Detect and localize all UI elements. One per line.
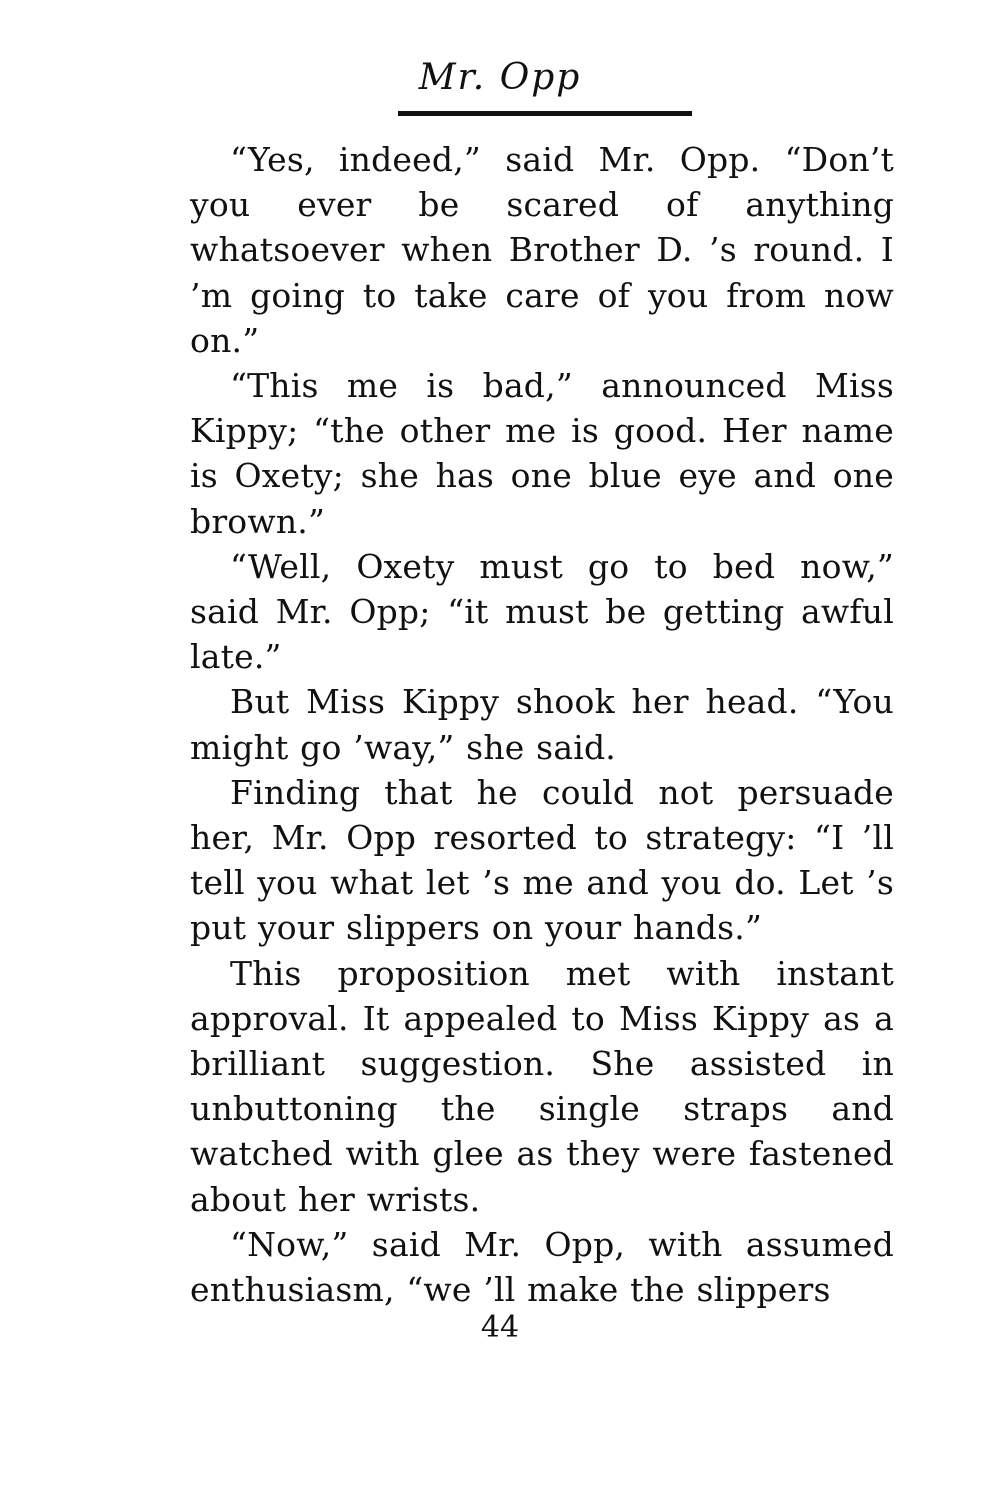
body-text bbox=[190, 137, 894, 1312]
paragraph: “This me is bad,” announced Miss Kippy; “the other me is good. Her name is Oxety; she has one blue eye and one brown.” bbox=[190, 366, 894, 541]
page-number: 44 bbox=[480, 1310, 520, 1345]
paragraph: This proposition met with instant approval. It appealed to Miss Kippy as a brilliant suggestion. She assisted in unbuttoning the single straps and watched with glee as they were fastened about her wrists. bbox=[190, 953, 894, 1219]
header-rule bbox=[398, 111, 692, 116]
paragraph: But Miss Kippy shook her head. “You might go ’way,” she said. bbox=[190, 682, 894, 767]
paragraph: “Well, Oxety must go to bed now,” said Mr. Opp; “it must be getting awful late.” bbox=[190, 546, 894, 677]
paragraph: Finding that he could not persuade her, Mr. Opp resorted to strategy: “I ’ll tell you what let ’s me and you do. Let ’s put your slippers on your hands.” bbox=[190, 772, 894, 948]
paragraph: “Yes, indeed,” said Mr. Opp. “Don’t you ever be scared of anything whatsoever when Brother D. ’s round. I ’m going to take care of you from now on.” bbox=[190, 140, 894, 360]
running-head-title: Mr. Opp bbox=[418, 57, 582, 98]
paragraph: “Now,” said Mr. Opp, with assumed enthusiasm, “we ’ll make the slippers bbox=[190, 1224, 894, 1310]
